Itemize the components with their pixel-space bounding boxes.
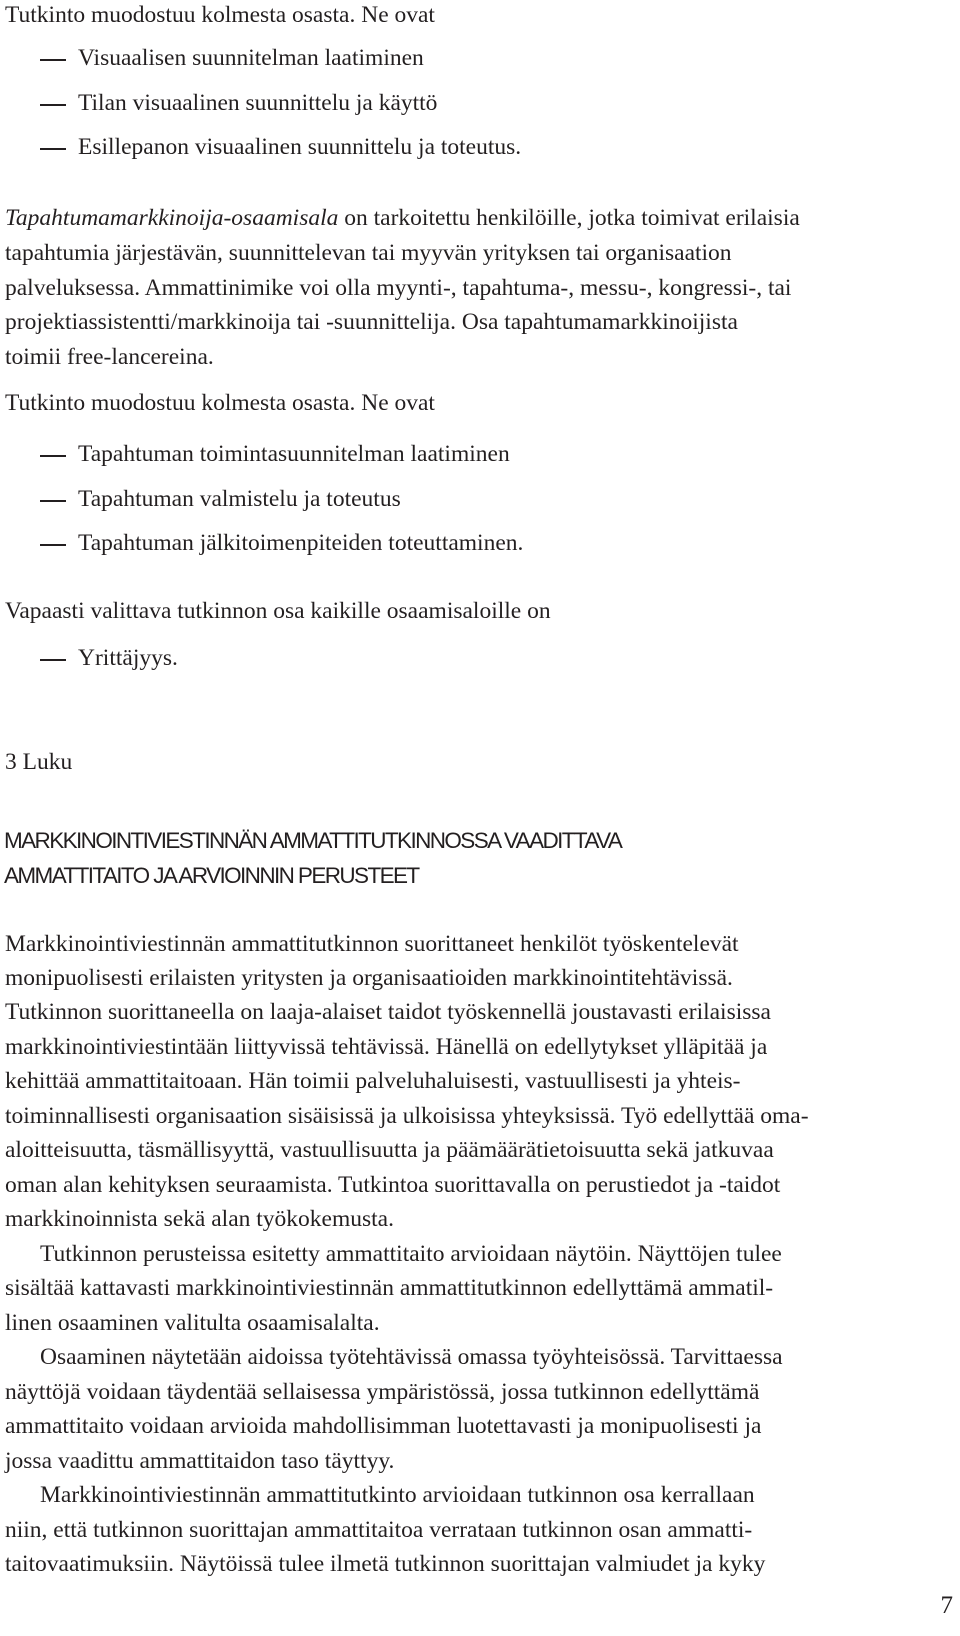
section3-intro: Vapaasti valittava tutkinnon osa kaikille osaamisaloille on (5, 598, 551, 624)
bullet-dash (40, 148, 66, 150)
paragraph-line: Markkinointiviestinnän ammattitutkinto arvioidaan tutkinnon osa kerrallaan (40, 1482, 755, 1508)
chapter-label: 3 Luku (5, 749, 73, 775)
paragraph-line: näyttöjä voidaan täydentää sellaisessa ympäristössä, jossa tutkinnon edellyttämä (5, 1379, 760, 1405)
section-heading: MARKKINOINTIVIESTINNÄN AMMATTITUTKINNOSSA VAADITTAVA (4, 828, 622, 853)
bullet-dash (40, 544, 66, 546)
bullet-dash (40, 659, 66, 661)
paragraph-line: monipuolisesti erilaisten yritysten ja organisaatioiden markkinointitehtävissä. (5, 965, 733, 991)
paragraph-line: markkinoinnista sekä alan työkokemusta. (5, 1206, 394, 1232)
bullet-dash (40, 455, 66, 457)
list-item: Tapahtuman jälkitoimenpiteiden toteuttaminen. (78, 530, 524, 556)
paragraph-line: tapahtumia järjestävän, suunnittelevan tai myyvän yrityksen tai organisaation (5, 240, 732, 266)
paragraph-line: palveluksessa. Ammattinimike voi olla myynti-, tapahtuma-, messu-, kongressi-, tai (5, 275, 792, 301)
list-item: Tilan visuaalinen suunnittelu ja käyttö (78, 90, 438, 116)
bullet-dash (40, 59, 66, 61)
paragraph-line: sisältää kattavasti markkinointiviestinnän ammattitutkinnon edellyttämä ammatil- (5, 1275, 774, 1301)
paragraph-line: Osaaminen näytetään aidoissa työtehtävissä omassa työyhteisössä. Tarvittaessa (40, 1344, 783, 1370)
list-item: Tapahtuman valmistelu ja toteutus (78, 486, 401, 512)
paragraph-line: aloitteisuutta, täsmällisyyttä, vastuullisuutta ja päämäärätietoisuutta sekä jatkuvaa (5, 1137, 774, 1163)
paragraph-line: Tutkinnon suorittaneella on laaja-alaiset taidot työskennellä joustavasti erilaisissa (5, 999, 771, 1025)
paragraph-line: Tapahtumamarkkinoija-osaamisala on tarkoitettu henkilöille, jotka toimivat erilaisia (5, 205, 800, 231)
paragraph-line: oman alan kehityksen seuraamista. Tutkintoa suorittavalla on perustiedot ja -taidot (5, 1172, 781, 1198)
list-item: Visuaalisen suunnitelman laatiminen (78, 45, 424, 71)
paragraph-line: toimii free-lancereina. (5, 344, 214, 370)
paragraph-line: kehittää ammattitaitoaan. Hän toimii palveluhaluisesti, vastuullisesti ja yhteis- (5, 1068, 741, 1094)
list-item: Tapahtuman toimintasuunnitelman laatiminen (78, 441, 510, 467)
paragraph-line: ammattitaito voidaan arvioida mahdollisimman luotettavasti ja monipuolisesti ja (5, 1413, 762, 1439)
paragraph-line: Markkinointiviestinnän ammattitutkinnon suorittaneet henkilöt työskentelevät (5, 931, 739, 957)
list-item: Esillepanon visuaalinen suunnittelu ja toteutus. (78, 134, 522, 160)
paragraph-line: markkinointiviestintään liittyvissä tehtävissä. Hänellä on edellytykset ylläpitää ja (5, 1034, 768, 1060)
section1-intro: Tutkinto muodostuu kolmesta osasta. Ne ovat (5, 2, 435, 28)
section2-intro: Tutkinto muodostuu kolmesta osasta. Ne ovat (5, 390, 435, 416)
bullet-dash (40, 104, 66, 106)
bullet-dash (40, 500, 66, 502)
page-number: 7 (940, 1592, 953, 1619)
list-item: Yrittäjyys. (78, 645, 178, 671)
paragraph-line: Tutkinnon perusteissa esitetty ammattitaito arvioidaan näytöin. Näyttöjen tulee (40, 1241, 782, 1267)
section-heading: AMMATTITAITO JA ARVIOINNIN PERUSTEET (4, 863, 419, 888)
paragraph-line: niin, että tutkinnon suorittajan ammattitaitoa verrataan tutkinnon osan ammatti- (5, 1517, 753, 1543)
term-italic: Tapahtumamarkkinoija-osaamisala (5, 205, 339, 231)
paragraph-line: linen osaaminen valitulta osaamisalalta. (5, 1310, 380, 1336)
paragraph-line: projektiassistentti/markkinoija tai -suunnittelija. Osa tapahtumamarkkinoijista (5, 309, 738, 335)
paragraph-line: taitovaatimuksiin. Näytöissä tulee ilmetä tutkinnon suorittajan valmiudet ja kyky (5, 1551, 766, 1577)
paragraph-line: jossa vaadittu ammattitaidon taso täyttyy. (5, 1448, 395, 1474)
paragraph-line: toiminnallisesti organisaation sisäisissä ja ulkoisissa yhteyksissä. Työ edellyttää oma- (5, 1103, 809, 1129)
